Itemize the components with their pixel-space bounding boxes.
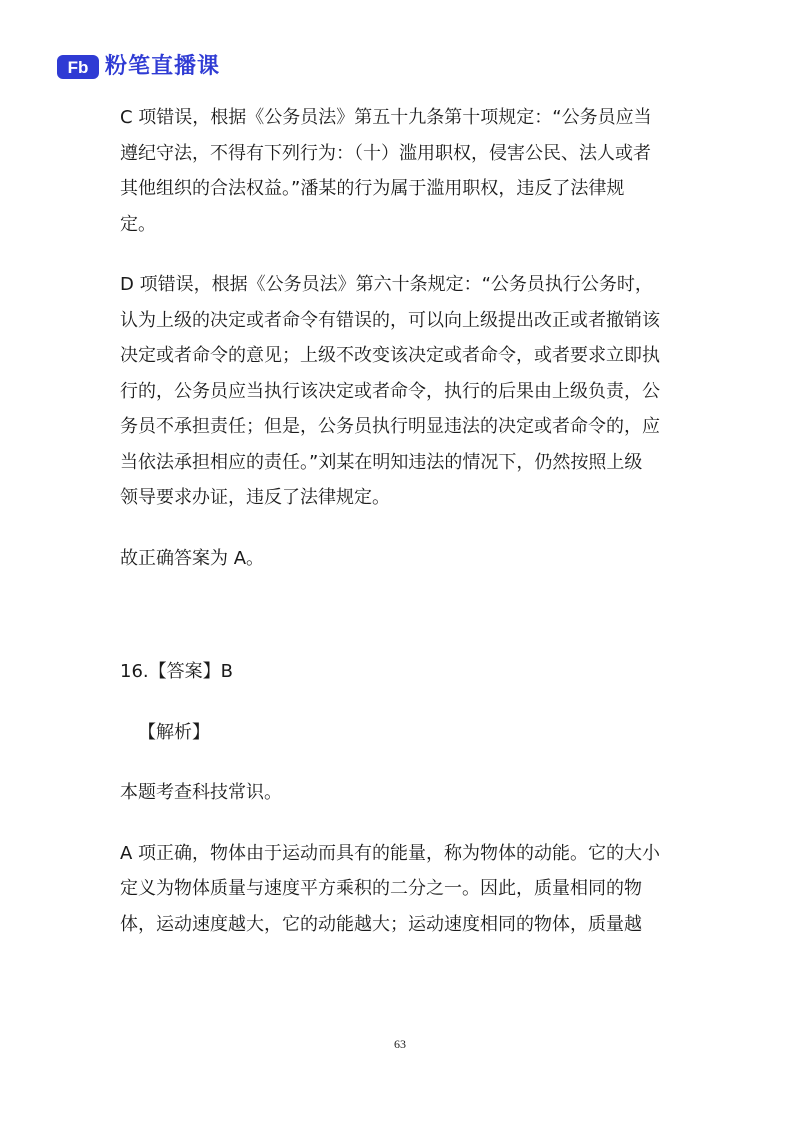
text-line: 行的，公务员应当执行该决定或者命令，执行的后果由上级负责，公 [120,380,660,402]
text-line: 定。 [120,213,156,235]
text-line: 故正确答案为 A。 [120,547,265,569]
text-line: 定义为物体质量与速度平方乘积的二分之一。因此，质量相同的物 [120,878,642,899]
text-line: 决定或者命令的意见；上级不改变该决定或者命令，或者要求立即执 [120,345,660,366]
text-line: D 项错误，根据《公务员法》第六十条规定：“公务员执行公务时， [120,274,653,295]
text-line: 本题考查科技常识。 [120,782,282,803]
document-body [120,100,680,967]
text-line: 16.【答案】B [120,661,233,682]
brand-name: 粉笔直播课 [105,54,221,79]
text-line: C 项错误，根据《公务员法》第五十九条第十项规定：“公务员应当 [120,107,652,128]
text-line: 当依法承担相应的责任。”刘某在明知违法的情况下，仍然按照上级 [120,451,643,473]
paragraph-topic [120,775,680,811]
paragraph-correct-answer [120,541,680,577]
analysis-heading [120,715,680,751]
paragraph-option-d [120,267,680,516]
svg-text:Fb: Fb [67,58,89,77]
text-line: 其他组织的合法权益。”潘某的行为属于滥用职权，违反了法律规 [120,178,625,199]
paragraph-option-c [120,100,680,242]
text-line: 领导要求办证，违反了法律规定。 [120,487,390,508]
fenbi-logo-icon [57,55,99,79]
text-line: 遵纪守法，不得有下列行为：（十）滥用职权，侵害公民、法人或者 [120,142,651,164]
paragraph-option-a [120,836,680,943]
text-line: 务员不承担责任；但是，公务员执行明显违法的决定或者命令的，应 [120,416,660,437]
text-line: 认为上级的决定或者命令有错误的，可以向上级提出改正或者撤销该 [120,309,660,331]
question-16-answer [120,654,680,690]
text-line: A 项正确，物体由于运动而具有的能量，称为物体的动能。它的大小 [120,842,661,864]
text-line: 体，运动速度越大，它的动能越大；运动速度相同的物体，质量越 [120,913,642,935]
page-number: 63 [394,1037,406,1051]
page-header [57,52,220,82]
text-line: 【解析】 [138,721,210,743]
